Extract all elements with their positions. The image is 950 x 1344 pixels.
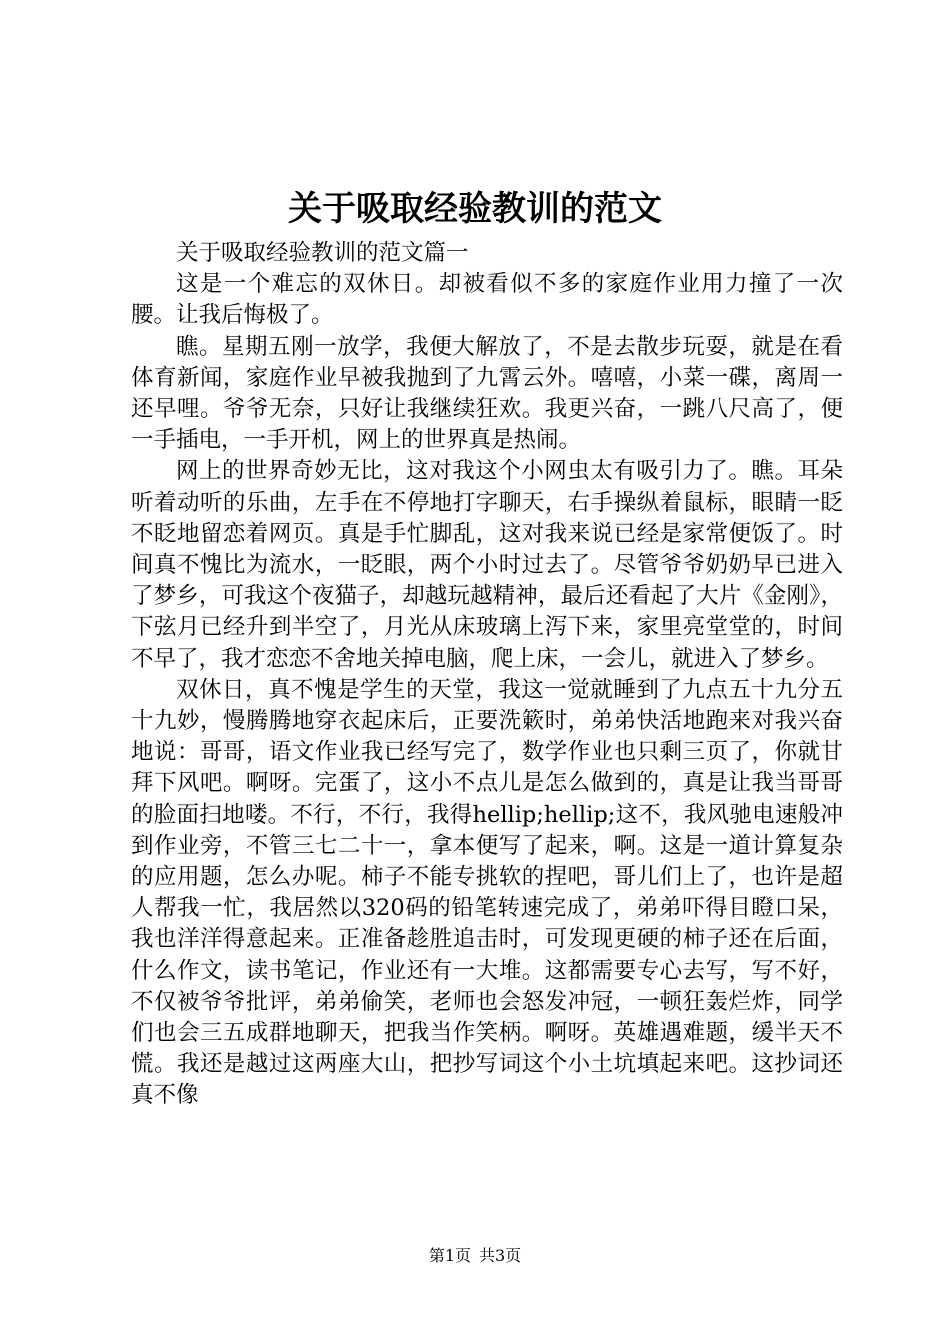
page-footer <box>0 1244 950 1268</box>
document-title: 关于吸取经验教训的范文 <box>288 189 662 229</box>
paragraph: 网上的世界奇妙无比，这对我这个小网虫太有吸引力了。瞧。耳朵听着动听的乐曲，左手在不停地打字聊天，右手操纵着鼠标，眼睛一眨不眨地留恋着网页。真是手忙脚乱，这对我来说已经是家常便饭了。时间真不愧比为流水，一眨眼，两个小时过去了。尽管爷爷奶奶早已进入了梦乡，可我这个夜猫子，却越玩越精神，最后还看起了大片《金刚》，下弦月已经升到半空了，月光从床玻璃上泻下来，家里亮堂堂的，时间不早了，我才恋恋不舍地关掉电脑，爬上床，一会儿，就进入了梦乡。 <box>131 458 843 672</box>
paragraph-heading: 关于吸取经验教训的范文篇一 <box>176 240 469 266</box>
paragraph: 双休日，真不愧是学生的天堂，我这一觉就睡到了九点五十九分五十九妙，慢腾腾地穿衣起床后，正要洗簌时，弟弟快活地跑来对我兴奋地说：哥哥，语文作业我已经写完了，数学作业也只剩三页了，你就甘拜下风吧。啊呀。完蛋了，这小不点儿是怎么做到的，真是让我当哥哥的脸面扫地喽。不行，不行，我得hellip;hellip;这不，我风驰电速般冲到作业旁，不管三七二十一，拿本便写了起来，啊。这是一道计算复杂的应用题，怎么办呢。柿子不能专挑软的捏吧，哥儿们上了，也许是超人帮我一忙，我居然以320码的铅笔转速完成了，弟弟吓得目瞪口呆，我也洋洋得意起来。正准备趁胜追击时，可发现更硬的柿子还在后面，什么作文，读书笔记，作业还有一大堆。这都需要专心去写，写不好，不仅被爷爷批评，弟弟偷笑，老师也会怒发冲冠，一顿狂轰烂炸，同学们也会三五成群地聊天，把我当作笑柄。啊呀。英雄遇难题，缓半天不慌。我还是越过这两座大山，把抄写词这个小土坑填起来吧。这抄词还真不像 <box>131 676 843 1109</box>
document-body <box>131 238 843 1112</box>
page-total: 共3页 <box>479 1246 522 1265</box>
paragraph: 瞧。星期五刚一放学，我便大解放了，不是去散步玩耍，就是在看体育新闻，家庭作业早被我抛到了九霄云外。嘻嘻，小菜一碟，离周一还早哩。爷爷无奈，只好让我继续狂欢。我更兴奋，一跳八尺高了，便一手插电，一手开机，网上的世界真是热闹。 <box>131 333 843 454</box>
page-number: 第1页 <box>428 1246 471 1265</box>
paragraph: 这是一个难忘的双休日。却被看似不多的家庭作业用力撞了一次腰。让我后悔极了。 <box>131 271 843 329</box>
